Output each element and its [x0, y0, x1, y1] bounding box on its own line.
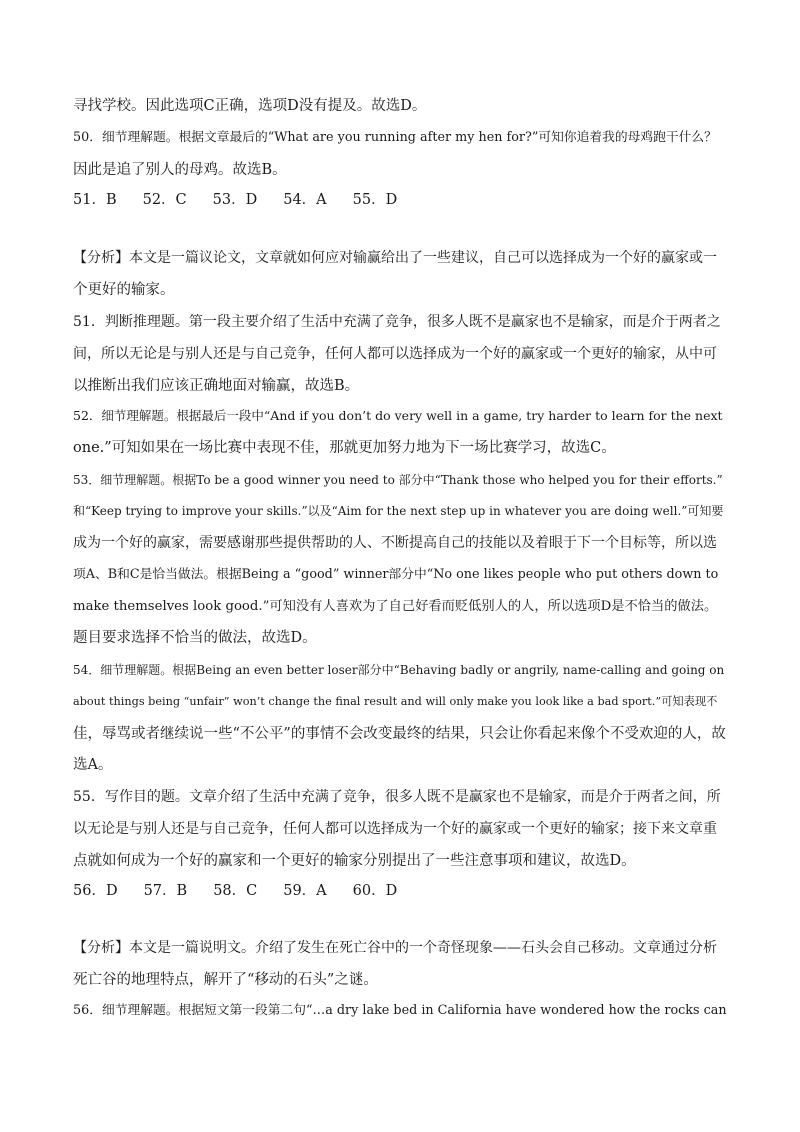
answer-key-row [73, 190, 727, 210]
text-line: 寻找学校。因此选项C正确，选项D没有提及。故选D。 [73, 98, 427, 114]
answer-key-item: 59．A [283, 883, 327, 899]
text-line: 死亡谷的地理特点，解开了“移动的石头”之谜。 [73, 972, 378, 988]
answer-key-item: 53．D [212, 192, 258, 208]
answer-key-item: 54．A [283, 192, 327, 208]
analysis-line: 【分析】本文是一篇议论文，文章就如何应对输赢给出了一些建议，自己可以选择成为一个好的赢家或一 [73, 250, 717, 266]
answer-key-row [73, 881, 727, 901]
answer-key-item: 57．B [143, 883, 188, 899]
text-line: 以推断出我们应该正确地面对输赢，故选B。 [73, 378, 360, 394]
answer-key-item: 52．C [142, 192, 187, 208]
text-line: 以无论是与别人还是与自己竞争，任何人都可以选择成为一个好的赢家或一个更好的输家；接下来文章重 [73, 821, 717, 837]
answer-key-item: 51．B [73, 192, 117, 208]
text-line: 因此是追了别人的母鸡。故选B。 [73, 162, 287, 178]
text-line: 点就如何成为一个好的赢家和一个更好的输家分别提出了一些注意事项和建议，故选D。 [73, 853, 636, 869]
text-line: 和“Keep trying to improve your skills.”以及“Aim for the next step up in whatever you are doing well.”可知要 [73, 504, 724, 518]
text-line: 选A。 [73, 757, 113, 773]
text-line: 题目要求选择不恰当的做法，故选D。 [73, 630, 317, 646]
text-line: 52．细节理解题。根据最后一段中“And if you don’t do very well in a game, try harder to learn for the next [73, 408, 723, 423]
text-line: 55．写作目的题。文章介绍了生活中充满了竞争，很多人既不是赢家也不是输家，而是介于两者之间，所 [73, 789, 721, 805]
text-line: one.”可知如果在一场比赛中表现不佳，那就更加努力地为下一场比赛学习，故选C。 [73, 440, 616, 456]
text-line: 佳，辱骂或者继续说一些“不公平”的事情不会改变最终的结果，只会让你看起来像个不受欢迎的人，故 [73, 726, 726, 742]
text-line: 56．细节理解题。根据短文第一段第二句“…a dry lake bed in California have wondered how the rocks can [73, 1003, 727, 1018]
text-line: 成为一个好的赢家，需要感谢那些提供帮助的人、不断提高自己的技能以及着眼于下一个目标等，所以选 [73, 535, 717, 551]
answer-key-item: 56．D [73, 883, 118, 899]
text-line: 50．细节理解题。根据文章最后的“What are you running after my hen for?”可知你追着我的母鸡跑干什么？ [73, 130, 717, 145]
text-line: 54．细节理解题。根据Being an even better loser部分中“Behaving badly or angrily, name-calling and going on [73, 663, 725, 677]
answer-key-item: 60．D [352, 883, 398, 899]
text-line: make themselves look good.”可知没有人喜欢为了自己好看而贬低别人的人，所以选项D是不恰当的做法。 [73, 599, 718, 614]
answer-key-item: 58．C [213, 883, 258, 899]
text-line: 53．细节理解题。根据To be a good winner you need to 部分中“Thank those who helped you for their efforts.” [73, 473, 723, 487]
text-line: about things being “unfair” won’t change the final result and will only make you look like a bad sport.”可知表现不 [73, 695, 718, 708]
analysis-line: 【分析】本文是一篇说明文。介绍了发生在死亡谷中的一个奇怪现象——石头会自己移动。文章通过分析 [73, 940, 717, 956]
answer-key-item: 55．D [352, 192, 398, 208]
text-line: 51．判断推理题。第一段主要介绍了生活中充满了竞争，很多人既不是赢家也不是输家，而是介于两者之 [73, 314, 721, 330]
text-line: 个更好的输家。 [73, 282, 175, 298]
text-line: 间，所以无论是与别人还是与自己竞争，任何人都可以选择成为一个好的赢家或一个更好的输家，从中可 [73, 346, 717, 362]
text-line: 项A、B和C是恰当做法。根据Being a “good” winner部分中“No one likes people who put others down to [73, 567, 719, 582]
